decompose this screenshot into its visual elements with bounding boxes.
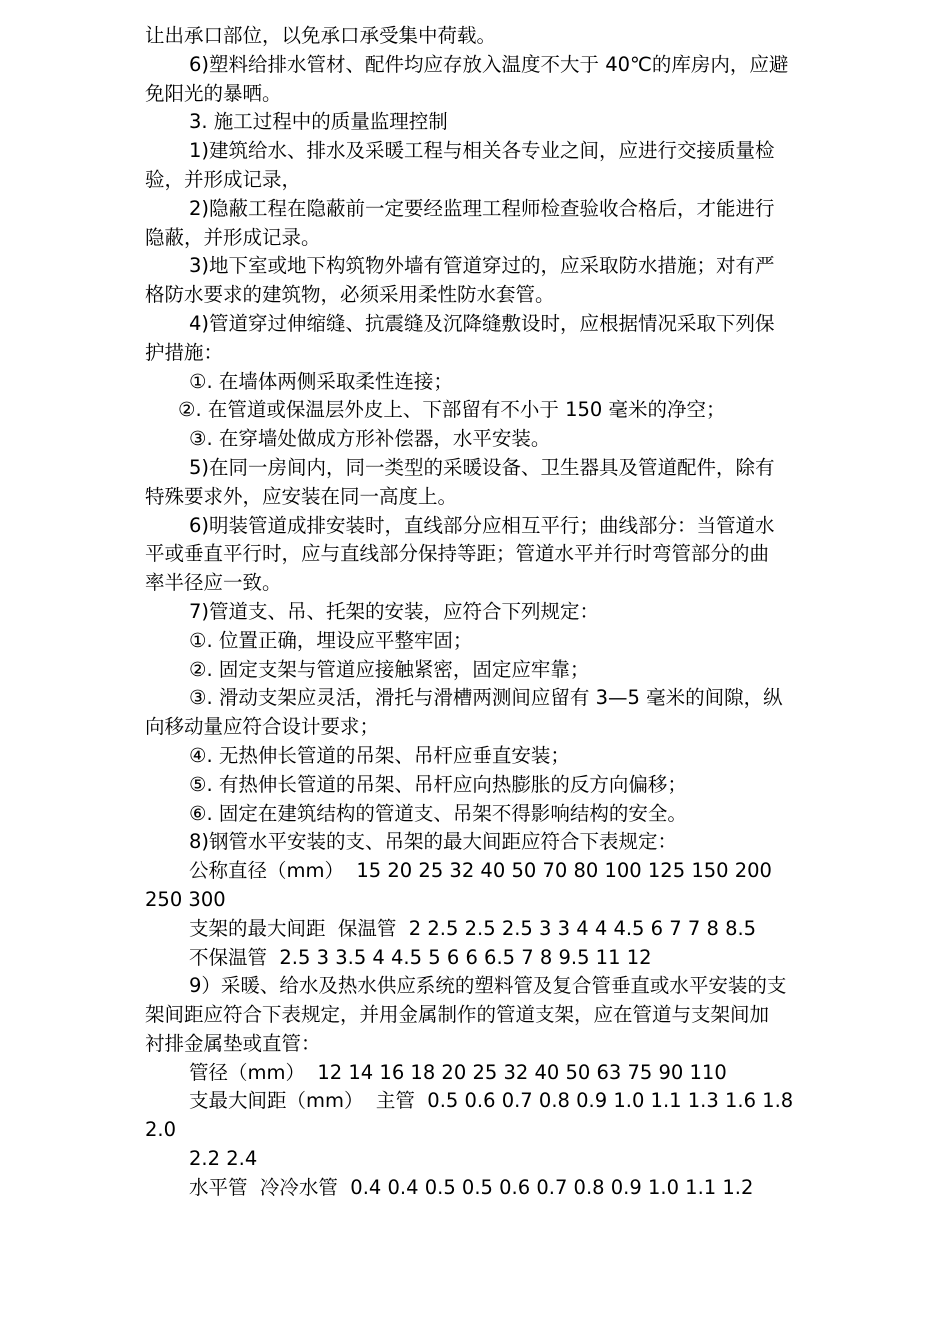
text-line: 8)钢管水平安装的支、吊架的最大间距应符合下表规定：	[189, 830, 678, 854]
text-line: 2)隐蔽工程在隐蔽前一定要经监理工程师检查验收合格后，才能进行	[189, 196, 775, 220]
list-item: ③. 在穿墙处做成方形补偿器，水平安装。	[189, 427, 551, 451]
text-line: 让出承口部位，以免承口承受集中荷载。	[145, 24, 497, 47]
text-line: 5)在同一房间内，同一类型的采暖设备、卫生器具及管道配件，除有	[189, 455, 775, 479]
text-line: 免阳光的暴晒。	[145, 81, 282, 105]
list-item: ①. 在墙体两侧采取柔性连接；	[189, 369, 453, 393]
document-page	[145, 22, 865, 1203]
table-text-line: 支最大间距（mm） 主管 0.5 0.6 0.7 0.8 0.9 1.0 1.1 1.3 1.6 1.8	[189, 1089, 794, 1113]
list-item: ②. 在管道或保温层外皮上、下部留有不小于 150 毫米的净空；	[178, 398, 726, 422]
table-text-line: 2.0	[145, 1118, 177, 1142]
list-item: ②. 固定支架与管道应接触紧密，固定应牢靠；	[189, 657, 590, 681]
section-heading: 3. 施工过程中的质量监理控制	[189, 110, 448, 134]
text-line: 1)建筑给水、排水及采暖工程与相关各专业之间，应进行交接质量检	[189, 139, 775, 163]
text-line: 率半径应一致。	[145, 571, 282, 595]
table-text-line: 管径（mm） 12 14 16 18 20 25 32 40 50 63 75 90 110	[189, 1060, 727, 1084]
text-line: 4)管道穿过伸缩缝、抗震缝及沉降缝敷设时，应根据情况采取下列保	[189, 311, 775, 335]
text-line: 3)地下室或地下构筑物外墙有管道穿过的，应采取防水措施；对有严	[189, 254, 775, 278]
text-line: 衬排金属垫或直管：	[145, 1031, 321, 1055]
text-line: 特殊要求外，应安装在同一高度上。	[145, 484, 458, 508]
list-item: ④. 无热伸长管道的吊架、吊杆应垂直安装；	[189, 743, 570, 767]
text-line: 格防水要求的建筑物，必须采用柔性防水套管。	[145, 283, 555, 307]
text-line: 平或垂直平行时，应与直线部分保持等距；管道水平并行时弯管部分的曲	[145, 542, 770, 566]
table-text-line: 250 300	[145, 887, 226, 911]
text-line: 9）采暖、给水及热水供应系统的塑料管及复合管垂直或水平安装的支	[189, 974, 787, 998]
table-text-line: 不保温管 2.5 3 3.5 4 4.5 5 6 6 6.5 7 8 9.5 11 12	[189, 945, 652, 969]
list-item: ⑥. 固定在建筑结构的管道支、吊架不得影响结构的安全。	[189, 801, 687, 825]
text-line: 向移动量应符合设计要求；	[145, 715, 380, 739]
text-line: 6)明装管道成排安装时，直线部分应相互平行；曲线部分：当管道水	[189, 513, 775, 537]
text-line: 架间距应符合下表规定，并用金属制作的管道支架，应在管道与支架间加	[145, 1003, 770, 1027]
list-item: ③. 滑动支架应灵活，滑托与滑槽两测间应留有 3—5 毫米的间隙，纵	[189, 686, 783, 710]
table-text-line: 公称直径（mm） 15 20 25 32 40 50 70 80 100 125 150 200	[189, 859, 772, 883]
text-line: 验，并形成记录，	[145, 167, 302, 191]
text-line: 隐蔽，并形成记录。	[145, 225, 321, 249]
text-line: 6)塑料给排水管材、配件均应存放入温度不大于 40℃的库房内，应避	[189, 52, 789, 76]
text-line: 护措施：	[145, 340, 224, 364]
table-text-line: 水平管 冷冷水管 0.4 0.4 0.5 0.5 0.6 0.7 0.8 0.9 1.0 1.1 1.2	[189, 1175, 754, 1199]
table-text-line: 支架的最大间距 保温管 2 2.5 2.5 2.5 3 3 4 4 4.5 6 7 7 8 8.5	[189, 916, 757, 940]
text-line: 7)管道支、吊、托架的安装，应符合下列规定：	[189, 599, 600, 623]
table-text-line: 2.2 2.4	[189, 1147, 258, 1171]
list-item: ①. 位置正确，埋设应平整牢固；	[189, 628, 473, 652]
list-item: ⑤. 有热伸长管道的吊架、吊杆应向热膨胀的反方向偏移；	[189, 772, 687, 796]
